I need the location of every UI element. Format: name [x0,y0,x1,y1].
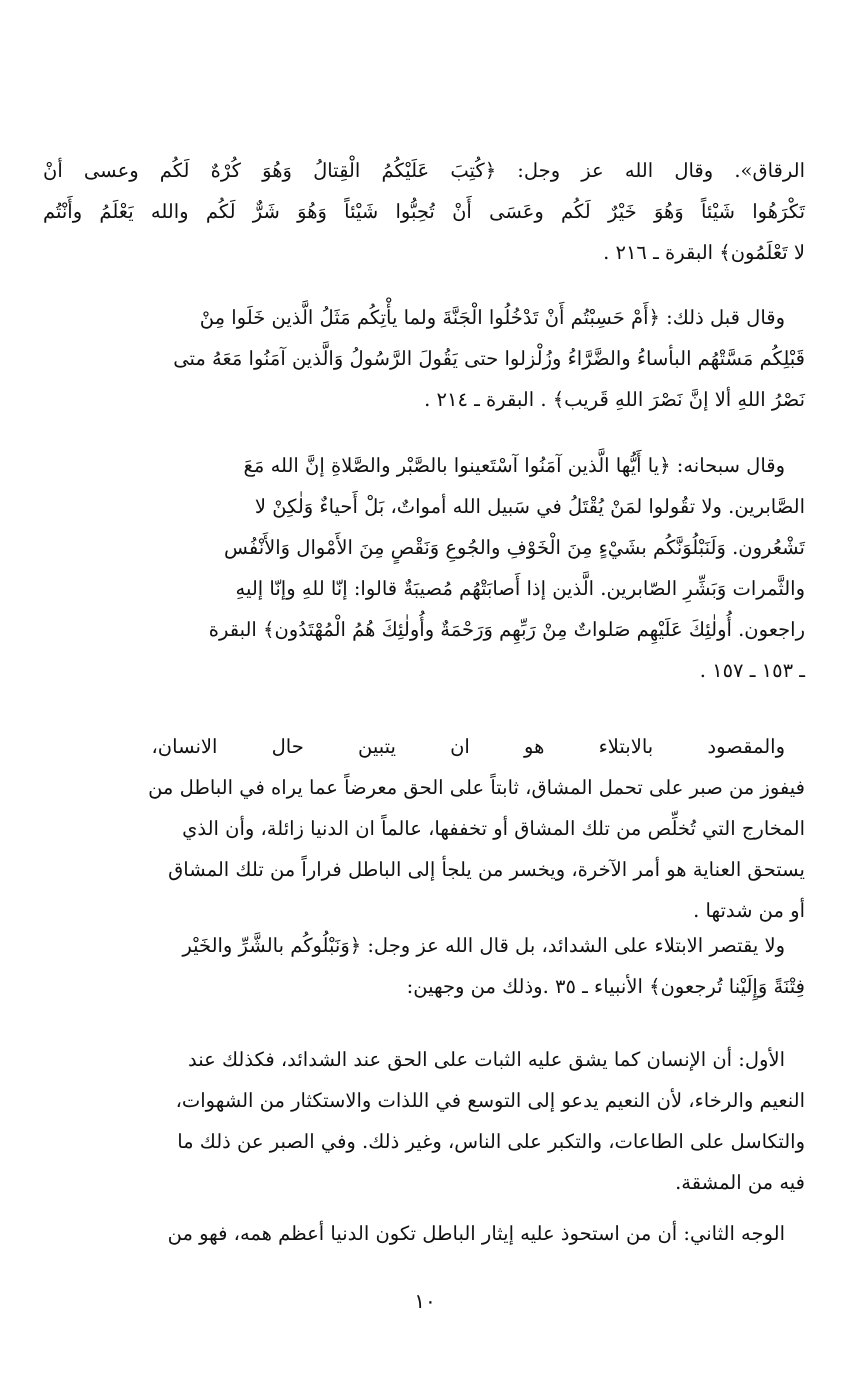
text-line: فِتْنَةً وَإِلَيْنا تُرجعون﴾ الأنبياء ـ ٣٥ .وذلك من وجهين: [406,975,805,998]
text-line: قَبْلِكُم مَسَّتْهُم البأساءُ والضَّرَّاءُ وزُلْزلوا حتى يَقُولَ الرَّسُولُ وَالَّذين آمَنُوا مَعَهُ متى [173,347,805,370]
text-line: الصَّابرين. ولا تقُولوا لمَنْ يُقْتَلُ في سَبيل الله أمواتٌ، بَلْ أَحياءٌ وَلٰكِنْ لا [254,495,805,518]
paragraph-meaning-of-trial [43,726,805,931]
text-line: نَصْرُ اللهِ ألا إنَّ نَصْرَ اللهِ قَريب﴾ . البقرة ـ ٢١٤ . [424,388,805,411]
paragraph-second-aspect [43,1213,805,1254]
text-line: وقال قبل ذلك: ﴿أَمْ حَسِبْتُم أَنْ تَدْخُلُوا الْجَنَّةَ ولما يأْتِكُم مَثَلُ الَّذين خَلَوا مِنْ [199,306,785,329]
paragraph-quran-al-baqarah-214 [43,297,805,420]
paragraph-quran-al-anbiya-35 [43,925,805,1007]
text-line: تَكْرَهُوا شَيْئاً وَهُوَ خَيْرٌ لَكُم وعَسَى أَنْ تُحِبُّوا شَيْئاً وَهُوَ شَرٌّ لَكُم والله يَعْلَمُ وأَنْتُم [43,200,805,223]
paragraph-first-aspect [43,1039,805,1203]
text-line: والتكاسل على الطاعات، والتكبر على الناس، وغير ذلك. وفي الصبر عن ذلك ما [177,1130,805,1153]
text-line: ـ ١٥٣ ـ ١٥٧ . [699,659,805,682]
text-line: الرقاق». وقال الله عز وجل: ﴿كُتِبَ عَلَيْكُمُ الْقِتالُ وَهُوَ كُرْهٌ لَكُم وعسى أنْ [43,159,805,182]
text-line: فيفوز من صبر على تحمل المشاق، ثابتاً على الحق معرضاً عما يراه في الباطل من [148,776,805,799]
text-line: وقال سبحانه: ﴿يا أَيُّها الَّذين آمَنُوا آسْتَعينوا بالصَّبْر والصَّلاةِ إنَّ الله مَعَ [243,454,785,477]
paragraph-quran-al-baqarah-153-157 [43,445,805,691]
text-line: لا تَعْلَمُون﴾ البقرة ـ ٢١٦ . [603,241,805,264]
paragraph-quran-al-baqarah-216 [43,150,805,273]
text-line: أو من شدتها . [693,899,805,922]
text-line: فيه من المشقة. [675,1171,805,1194]
text-line: والثَّمرات وَبَشِّرِ الصّابرين. الَّذين إذا أَصابَتْهُم مُصيبَةٌ قالوا: إنّا للهِ وإنّا إليهِ [235,577,805,600]
text-line: يستحق العناية هو أمر الآخرة، ويخسر من يلجأ إلى الباطل فراراً من تلك المشاق [168,858,805,881]
text-line: الوجه الثاني: أن من استحوذ عليه إيثار الباطل تكون الدنيا أعظم همه، فهو من [167,1222,785,1245]
text-line: النعيم والرخاء، لأن النعيم يدعو إلى التوسع في اللذات والاستكثار من الشهوات، [175,1089,805,1112]
text-line: ولا يقتصر الابتلاء على الشدائد، بل قال الله عز وجل: ﴿وَنَبْلُوكُم بالشَّرِّ والخَيْر [182,934,785,957]
text-line: تَشْعُرون. وَلَنَبْلُوَنَّكُم بشَيْءٍ مِنَ الْخَوْفِ والجُوعِ وَنَقْصٍ مِنَ الأَمْوال وَالأَنْفُس [223,536,805,559]
text-line: الأول: أن الإنسان كما يشق عليه الثبات على الحق عند الشدائد، فكذلك عند [187,1048,785,1071]
text-line: المخارج التي تُخلِّص من تلك المشاق أو تخففها، عالماً ان الدنيا زائلة، وأن الذي [182,817,805,840]
text-line: والمقصود بالابتلاء هو ان يتبين حال الانسان، [151,735,785,758]
text-line: راجعون. أُولٰئِكَ عَلَيْهِم صَلواتٌ مِنْ رَبِّهِم وَرَحْمَةٌ وأُولٰئِكَ هُمُ الْمُهْتَدُون﴾ البقرة [208,618,805,641]
page-number: ١٠ [414,1289,436,1313]
